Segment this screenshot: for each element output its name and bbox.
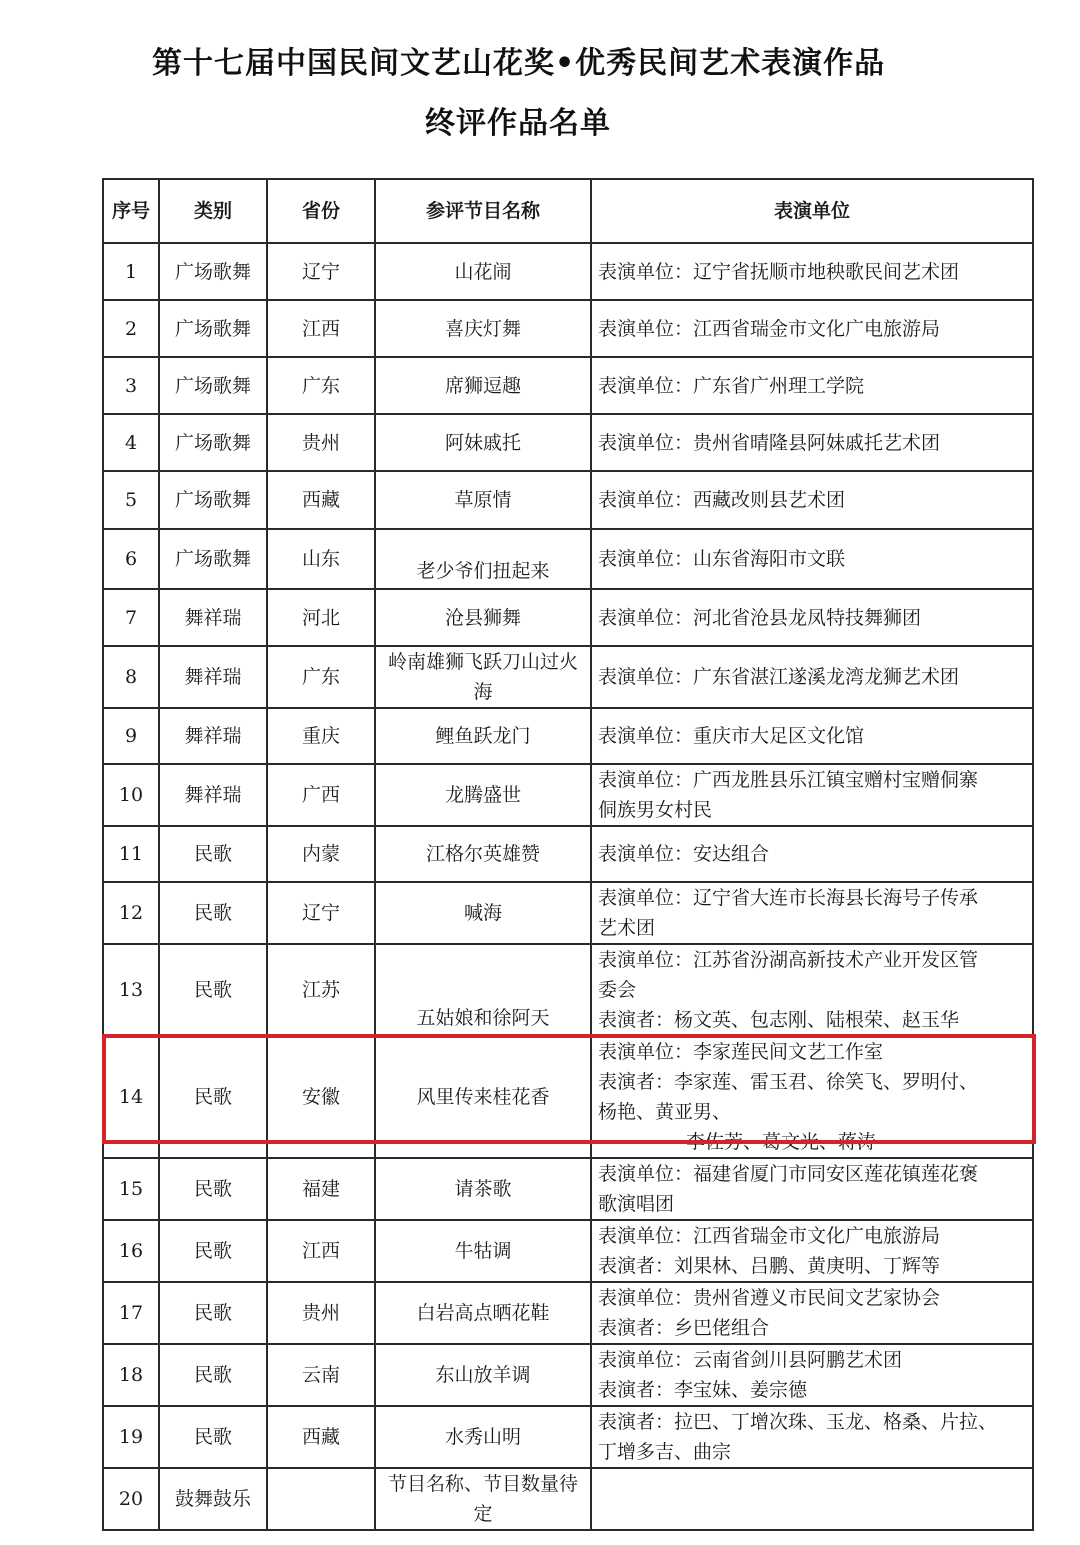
unit-line: 委会 (598, 979, 637, 1001)
title-line-2: 终评作品名单 (425, 106, 611, 141)
cell-category: 舞祥瑞 (159, 589, 267, 646)
cell-program: 请茶歌 (375, 1158, 591, 1220)
unit-line: 李佐芳、葛文光、蒋涛 (686, 1131, 877, 1153)
unit-line: 表演单位：西藏改则县艺术团 (598, 489, 846, 511)
cell-category: 鼓舞鼓乐 (159, 1468, 267, 1530)
cell-category: 舞祥瑞 (159, 764, 267, 826)
unit-line: 表演单位：江西省瑞金市文化广电旅游局 (598, 317, 941, 340)
table-row (103, 1406, 1033, 1468)
cell-province: 江苏 (267, 944, 375, 1036)
cell-unit (591, 1220, 1033, 1282)
cell-category: 舞祥瑞 (159, 708, 267, 764)
cell-province: 河北 (267, 589, 375, 646)
cell-province: 辽宁 (267, 243, 375, 300)
unit-line: 表演单位：贵州省遵义市民间文艺家协会 (598, 1287, 941, 1309)
cell-unit (591, 708, 1033, 764)
unit-line: 表演者：李宝妹、姜宗德 (598, 1379, 808, 1401)
cell-no: 9 (103, 708, 159, 764)
cell-province: 西藏 (267, 471, 375, 529)
table-row (103, 414, 1033, 471)
unit-line: 表演单位：安达组合 (598, 843, 770, 865)
unit-line: 表演者：拉巴、丁增次珠、玉龙、格桑、片拉、 (598, 1411, 998, 1433)
cell-category: 民歌 (159, 826, 267, 882)
cell-no: 4 (103, 414, 159, 471)
table-row (103, 1344, 1033, 1406)
cell-unit (591, 1406, 1033, 1468)
unit-line: 表演者：刘果林、吕鹏、黄庚明、丁辉等 (598, 1255, 941, 1277)
cell-province: 西藏 (267, 1406, 375, 1468)
unit-line: 表演单位：辽宁省大连市长海县长海号子传承 (598, 887, 979, 909)
cell-program: 席狮逗趣 (375, 357, 591, 414)
cell-province (267, 1468, 375, 1530)
unit-line: 表演单位：广东省湛江遂溪龙湾龙狮艺术团 (598, 666, 960, 688)
table-row (103, 300, 1033, 357)
cell-no: 6 (103, 529, 159, 589)
cell-province: 重庆 (267, 708, 375, 764)
table-row (103, 944, 1033, 1036)
cell-province: 安徽 (267, 1036, 375, 1158)
cell-program: 草原情 (375, 471, 591, 529)
cell-category: 民歌 (159, 882, 267, 944)
cell-no: 3 (103, 357, 159, 414)
cell-category: 广场歌舞 (159, 300, 267, 357)
cell-unit (591, 300, 1033, 357)
header-province: 省份 (267, 179, 375, 243)
unit-line: 侗族男女村民 (598, 799, 713, 821)
cell-no: 5 (103, 471, 159, 529)
cell-province: 山东 (267, 529, 375, 589)
table-row (103, 529, 1033, 589)
cell-program: 白岩高点晒花鞋 (375, 1282, 591, 1344)
cell-unit (591, 1468, 1033, 1530)
cell-category: 民歌 (159, 1036, 267, 1158)
cell-program: 风里传来桂花香 (375, 1036, 591, 1158)
header-no: 序号 (103, 179, 159, 243)
cell-program: 鲤鱼跃龙门 (375, 708, 591, 764)
cell-category: 民歌 (159, 1282, 267, 1344)
cell-province: 福建 (267, 1158, 375, 1220)
table-row (103, 826, 1033, 882)
cell-no: 1 (103, 243, 159, 300)
table-row (103, 357, 1033, 414)
cell-unit (591, 357, 1033, 414)
unit-line: 表演单位：江西省瑞金市文化广电旅游局 (598, 1225, 941, 1247)
table-row (103, 882, 1033, 944)
cell-program: 龙腾盛世 (375, 764, 591, 826)
table-row (103, 589, 1033, 646)
cell-unit (591, 1036, 1033, 1158)
cell-no: 16 (103, 1220, 159, 1282)
cell-program: 老少爷们扭起来 (375, 529, 591, 589)
unit-line: 表演单位：广西龙胜县乐江镇宝赠村宝赠侗寨 (598, 769, 979, 791)
table-row (103, 646, 1033, 708)
cell-no: 18 (103, 1344, 159, 1406)
cell-unit (591, 243, 1033, 300)
cell-no: 8 (103, 646, 159, 708)
unit-line: 表演单位：福建省厦门市同安区莲花镇莲花褒 (598, 1163, 979, 1185)
cell-province: 江西 (267, 1220, 375, 1282)
cell-program: 喜庆灯舞 (375, 300, 591, 357)
cell-no: 17 (103, 1282, 159, 1344)
cell-unit (591, 944, 1033, 1036)
unit-line: 歌演唱团 (598, 1193, 675, 1215)
cell-province: 贵州 (267, 1282, 375, 1344)
header-program: 参评节目名称 (375, 179, 591, 243)
cell-unit (591, 1344, 1033, 1406)
unit-line: 杨艳、黄亚男、 (598, 1101, 732, 1123)
cell-category: 广场歌舞 (159, 529, 267, 589)
unit-line: 艺术团 (598, 917, 656, 939)
table-row (103, 243, 1033, 300)
cell-unit (591, 764, 1033, 826)
cell-category: 民歌 (159, 944, 267, 1036)
cell-no: 2 (103, 300, 159, 357)
cell-program: 喊海 (375, 882, 591, 944)
cell-category: 民歌 (159, 1406, 267, 1468)
cell-unit (591, 826, 1033, 882)
unit-line: 表演者：乡巴佬组合 (598, 1317, 770, 1339)
cell-unit (591, 414, 1033, 471)
table-row (103, 764, 1033, 826)
cell-unit (591, 882, 1033, 944)
cell-program: 牛牯调 (375, 1220, 591, 1282)
header-category: 类别 (159, 179, 267, 243)
cell-unit (591, 471, 1033, 529)
cell-program: 东山放羊调 (375, 1344, 591, 1406)
cell-no: 13 (103, 944, 159, 1036)
cell-province: 广东 (267, 646, 375, 708)
unit-line: 表演单位：山东省海阳市文联 (598, 548, 846, 570)
cell-unit (591, 589, 1033, 646)
cell-category: 广场歌舞 (159, 357, 267, 414)
unit-line: 表演者：李家莲、雷玉君、徐笑飞、罗明付、 (598, 1071, 979, 1093)
cell-province: 内蒙 (267, 826, 375, 882)
cell-province: 广西 (267, 764, 375, 826)
unit-line: 表演单位：重庆市大足区文化馆 (598, 725, 865, 747)
cell-program: 山花闹 (375, 243, 591, 300)
table-row (103, 471, 1033, 529)
nominee-table (102, 178, 1034, 1531)
cell-province: 江西 (267, 300, 375, 357)
cell-province: 贵州 (267, 414, 375, 471)
unit-line: 表演单位：云南省剑川县阿鹏艺术团 (598, 1349, 903, 1371)
cell-program: 阿妹戚托 (375, 414, 591, 471)
cell-unit (591, 529, 1033, 589)
cell-program: 沧县狮舞 (375, 589, 591, 646)
cell-province: 云南 (267, 1344, 375, 1406)
cell-program: 节目名称、节目数量待定 (375, 1468, 591, 1530)
unit-line: 表演单位：河北省沧县龙凤特技舞狮团 (598, 606, 922, 629)
cell-unit (591, 646, 1033, 708)
unit-line: 表演单位：江苏省汾湖高新技术产业开发区管 (598, 949, 979, 971)
unit-line: 表演单位：贵州省晴隆县阿妹戚托艺术团 (598, 431, 941, 454)
unit-line: 表演者：杨文英、包志刚、陆根荣、赵玉华 (598, 1009, 960, 1031)
unit-line: 丁增多吉、曲宗 (598, 1441, 732, 1463)
cell-no: 14 (103, 1036, 159, 1158)
title-line-1: 第十七届中国民间文艺山花奖•优秀民间艺术表演作品 (152, 46, 886, 81)
cell-no: 11 (103, 826, 159, 882)
table-header-row (103, 179, 1033, 243)
cell-program: 五姑娘和徐阿天 (375, 944, 591, 1036)
unit-line: 表演单位：辽宁省抚顺市地秧歌民间艺术团 (598, 260, 960, 283)
table-row (103, 708, 1033, 764)
cell-category: 广场歌舞 (159, 414, 267, 471)
cell-no: 7 (103, 589, 159, 646)
cell-category: 舞祥瑞 (159, 646, 267, 708)
cell-no: 20 (103, 1468, 159, 1530)
cell-program: 水秀山明 (375, 1406, 591, 1468)
cell-category: 广场歌舞 (159, 471, 267, 529)
cell-no: 12 (103, 882, 159, 944)
cell-program: 岭南雄狮飞跃刀山过火海 (375, 646, 591, 708)
cell-no: 10 (103, 764, 159, 826)
cell-province: 辽宁 (267, 882, 375, 944)
cell-category: 广场歌舞 (159, 243, 267, 300)
cell-unit (591, 1158, 1033, 1220)
cell-no: 15 (103, 1158, 159, 1220)
table-row (103, 1468, 1033, 1530)
cell-category: 民歌 (159, 1158, 267, 1220)
cell-category: 民歌 (159, 1220, 267, 1282)
cell-unit (591, 1282, 1033, 1344)
table-row (103, 1158, 1033, 1220)
cell-no: 19 (103, 1406, 159, 1468)
unit-line: 表演单位：李家莲民间文艺工作室 (598, 1041, 884, 1063)
unit-line: 表演单位：广东省广州理工学院 (598, 374, 865, 397)
header-unit: 表演单位 (591, 179, 1033, 243)
table-row (103, 1220, 1033, 1282)
table-row (103, 1282, 1033, 1344)
cell-province: 广东 (267, 357, 375, 414)
cell-category: 民歌 (159, 1344, 267, 1406)
table-row (103, 1036, 1033, 1158)
cell-program: 江格尔英雄赞 (375, 826, 591, 882)
